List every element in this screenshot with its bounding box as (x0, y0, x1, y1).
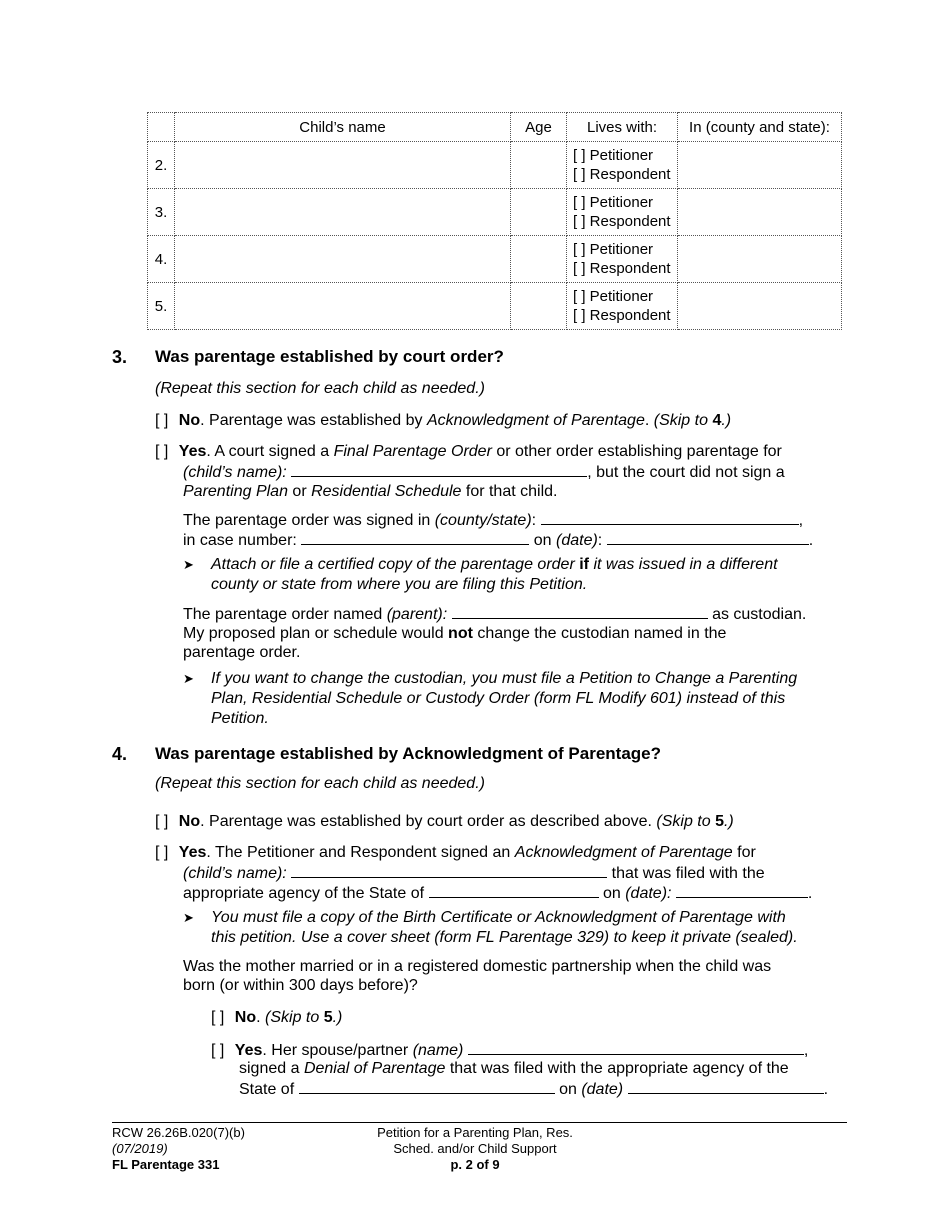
s4-yes-italic: Acknowledgment of Parentage (514, 844, 733, 861)
petitioner-checkbox[interactable]: [ ] Petitioner (573, 147, 654, 164)
s4-date-field[interactable] (676, 883, 808, 898)
s3-no-text2: . (644, 412, 654, 429)
s4-sub-date-field[interactable] (628, 1079, 824, 1094)
county-state-cell[interactable] (678, 142, 842, 189)
petitioner-checkbox[interactable]: [ ] Petitioner (573, 288, 654, 305)
table-header-row (148, 113, 842, 142)
row-number: 3. (148, 189, 175, 236)
s4-sub-yes-name-label: (name) (412, 1042, 464, 1059)
s4-sub-no-checkbox[interactable]: [ ] (211, 1009, 225, 1026)
s3-yes-label: Yes (178, 443, 207, 460)
age-cell[interactable] (511, 189, 567, 236)
s3-no-skip-end: .) (721, 412, 732, 429)
s3-case-number-field[interactable] (301, 530, 529, 545)
s3-no-italic: Acknowledgment of Parentage (426, 412, 645, 429)
section-3-title: Was parentage established by court order? (155, 347, 504, 366)
table-row (148, 236, 842, 283)
child-name-cell[interactable] (175, 142, 511, 189)
s4-on-text: on (602, 885, 626, 902)
footer-divider (112, 1122, 847, 1123)
s3-no-text: . Parentage was established by (200, 412, 427, 429)
s3-yes-italic4: Residential Schedule (311, 483, 462, 500)
county-state-cell[interactable] (678, 189, 842, 236)
children-table (147, 112, 842, 330)
s3-no-skip-num: 4 (712, 412, 722, 429)
lives-with-cell (567, 142, 678, 189)
s4-yes-text2: for (732, 844, 756, 861)
respondent-checkbox[interactable]: [ ] Respondent (573, 166, 671, 183)
respondent-checkbox[interactable]: [ ] Respondent (573, 307, 671, 324)
s3-note1-line2: county or state from where you are filing this Petition. (211, 576, 588, 593)
s3-cust-l2-text: My proposed plan or schedule would (183, 625, 449, 642)
col-header-age: Age (511, 113, 567, 142)
arrow-bullet-icon: ➤ (183, 671, 194, 686)
s3-cust-l2-bold: not (448, 625, 473, 642)
s3-yes-option (155, 442, 782, 462)
s3-no-label: No (178, 412, 201, 429)
s4-no-skip-num: 5 (715, 813, 724, 830)
age-cell[interactable] (511, 283, 567, 330)
table-row (148, 142, 842, 189)
s4-no-skip-end: .) (723, 813, 734, 830)
s3-case-colon: : (597, 532, 603, 549)
s4-sub-yes-l2-italic: Denial of Parentage (303, 1060, 446, 1077)
s4-sub-no-label: No (234, 1009, 257, 1026)
s4-sub-yes-option (211, 1040, 808, 1061)
footer-title-line2: Sched. and/or Child Support (393, 1141, 557, 1156)
s4-no-label: No (178, 813, 201, 830)
s4-sub-yes-line2 (239, 1059, 789, 1079)
s3-yes-text5: for that child. (461, 483, 558, 500)
section-4-title: Was parentage established by Acknowledgment of Parentage? (155, 744, 662, 763)
s3-cust-text2: as custodian. (712, 606, 807, 623)
county-state-cell[interactable] (678, 236, 842, 283)
respondent-checkbox[interactable]: [ ] Respondent (573, 260, 671, 277)
s4-sub-yes-line3 (239, 1079, 828, 1100)
s4-state-field[interactable] (429, 883, 599, 898)
section-4-repeat-note: (Repeat this section for each child as needed.) (155, 775, 485, 792)
child-name-cell[interactable] (175, 189, 511, 236)
s4-yes-text: . The Petitioner and Respondent signed an (206, 844, 515, 861)
s3-yes-italic3: Parenting Plan (183, 483, 288, 500)
s4-note-line1: You must file a copy of the Birth Certificate or Acknowledgment of Parentage with (211, 909, 786, 926)
s4-sub-yes-checkbox[interactable]: [ ] (211, 1042, 225, 1059)
s4-sub-yes-l2-text2: that was filed with the appropriate agency of the (445, 1060, 789, 1077)
s3-case-date-label: (date) (556, 532, 598, 549)
s3-note2-line3: Petition. (211, 710, 269, 727)
s4-note-line2: this petition. Use a cover sheet (form FL Parentage 329) to keep it private (sealed). (211, 929, 798, 946)
s4-no-checkbox[interactable]: [ ] (155, 813, 169, 830)
s3-yes-text4: or (287, 483, 312, 500)
s3-date-field[interactable] (607, 530, 809, 545)
section-4-number: 4. (112, 744, 128, 764)
s3-case-line (183, 530, 813, 551)
age-cell[interactable] (511, 142, 567, 189)
section-3-number: 3. (112, 347, 128, 367)
s3-order-text: The parentage order was signed in (183, 512, 435, 529)
s4-state-label: appropriate agency of the State of (183, 885, 425, 902)
s3-note1-bold: if (579, 556, 589, 573)
col-header-lives-with: Lives with: (567, 113, 678, 142)
table-row (148, 189, 842, 236)
s4-sub-yes-end: . (823, 1081, 829, 1098)
s3-cust-parent-label: (parent): (386, 606, 448, 623)
s4-sub-no-text: . (256, 1009, 266, 1026)
s4-yes-label: Yes (178, 844, 207, 861)
s3-county-state-field[interactable] (541, 510, 799, 525)
s4-sub-no-num: 5 (323, 1009, 333, 1026)
s3-order-colon: : (531, 512, 537, 529)
s3-yes-checkbox[interactable]: [ ] (155, 443, 169, 460)
county-state-cell[interactable] (678, 283, 842, 330)
child-name-cell[interactable] (175, 283, 511, 330)
s4-sub-on-text: on (559, 1081, 582, 1098)
s3-note1-text2: it was issued in a different (589, 556, 778, 573)
s4-question-line1: Was the mother married or in a registered domestic partnership when the child was (183, 958, 772, 975)
lives-with-cell (567, 189, 678, 236)
footer-date: (07/2019) (112, 1141, 168, 1156)
s4-sub-no-end: .) (332, 1009, 343, 1026)
s4-no-text: . Parentage was established by court order as described above. (200, 813, 657, 830)
s4-yes-option (155, 843, 756, 863)
s3-child-name-field[interactable] (291, 462, 587, 477)
s3-note2-line1: If you want to change the custodian, you must file a Petition to Change a Parenting (211, 670, 798, 687)
s3-order-italic: (county/state) (434, 512, 532, 529)
s4-date-label: (date): (625, 885, 672, 902)
s4-sub-no-skip: (Skip to (265, 1009, 324, 1026)
s4-spouse-name-field[interactable] (468, 1040, 804, 1055)
s3-yes-line2 (183, 462, 785, 483)
petitioner-checkbox[interactable]: [ ] Petitioner (573, 194, 654, 211)
s3-order-comma: , (798, 512, 804, 529)
col-header-county-state: In (county and state): (678, 113, 842, 142)
s3-note1-line1 (211, 555, 778, 575)
lives-with-cell (567, 283, 678, 330)
s3-child-name-label: (child’s name): (183, 464, 287, 481)
s4-child-name-label: (child’s name): (183, 865, 287, 882)
s3-note1-text: Attach or file a certified copy of the parentage order (211, 556, 580, 573)
footer-page-number: p. 2 of 9 (450, 1157, 500, 1172)
s3-note2-line2: Plan, Residential Schedule or Custody Order (form FL Modify 601) instead of this (211, 690, 786, 707)
s3-order-line (183, 510, 803, 531)
s4-yes-end: . (807, 885, 813, 902)
footer-title-line1: Petition for a Parenting Plan, Res. (377, 1125, 573, 1140)
s3-custodian-line3: parentage order. (183, 644, 301, 661)
s3-parent-field[interactable] (452, 604, 708, 619)
lives-with-cell (567, 236, 678, 283)
s3-custodian-line (183, 604, 806, 625)
s3-no-option (155, 411, 731, 431)
s3-yes-text2: or other order establishing parentage for (491, 443, 782, 460)
age-cell[interactable] (511, 236, 567, 283)
s4-yes-line2 (183, 863, 765, 884)
col-header-number (148, 113, 175, 142)
s3-yes-line3 (183, 482, 557, 502)
petitioner-checkbox[interactable]: [ ] Petitioner (573, 241, 654, 258)
s4-yes-checkbox[interactable]: [ ] (155, 844, 169, 861)
respondent-checkbox[interactable]: [ ] Respondent (573, 213, 671, 230)
child-name-cell[interactable] (175, 236, 511, 283)
s3-custodian-line2 (183, 624, 726, 644)
s4-sub-yes-state-label: State of (239, 1081, 295, 1098)
s3-no-checkbox[interactable]: [ ] (155, 412, 169, 429)
s4-sub-yes-comma: , (803, 1042, 809, 1059)
s4-question-line2: born (or within 300 days before)? (183, 977, 418, 994)
row-number: 2. (148, 142, 175, 189)
s4-no-option (155, 812, 734, 832)
s3-case-on: on (533, 532, 556, 549)
arrow-bullet-icon: ➤ (183, 910, 194, 925)
footer-form-id: FL Parentage 331 (112, 1157, 220, 1172)
s3-no-skip: (Skip to (653, 412, 713, 429)
s3-yes-text3: , but the court did not sign a (587, 464, 785, 481)
s4-yes-text3: that was filed with the (611, 865, 765, 882)
s4-child-name-field[interactable] (291, 863, 607, 878)
section-3-repeat-note: (Repeat this section for each child as needed.) (155, 380, 485, 397)
s3-yes-italic: Final Parentage Order (333, 443, 492, 460)
s4-sub-date-label: (date) (581, 1081, 624, 1098)
s3-case-end: . (808, 532, 814, 549)
s4-no-skip: (Skip to (656, 813, 716, 830)
s3-cust-l2-text2: change the custodian named in the (472, 625, 727, 642)
row-number: 4. (148, 236, 175, 283)
s4-sub-yes-text: . Her spouse/partner (262, 1042, 413, 1059)
s4-sub-no-option (211, 1008, 342, 1028)
s4-sub-yes-l2-text: signed a (239, 1060, 304, 1077)
s4-yes-line3 (183, 883, 812, 904)
s3-case-label: in case number: (183, 532, 297, 549)
row-number: 5. (148, 283, 175, 330)
s4-sub-yes-label: Yes (234, 1042, 263, 1059)
s4-sub-state-field[interactable] (299, 1079, 555, 1094)
table-row (148, 283, 842, 330)
s3-cust-text: The parentage order named (183, 606, 387, 623)
arrow-bullet-icon: ➤ (183, 557, 194, 572)
s3-yes-text: . A court signed a (206, 443, 334, 460)
col-header-child-name: Child’s name (175, 113, 511, 142)
footer-rcw: RCW 26.26B.020(7)(b) (112, 1125, 245, 1140)
